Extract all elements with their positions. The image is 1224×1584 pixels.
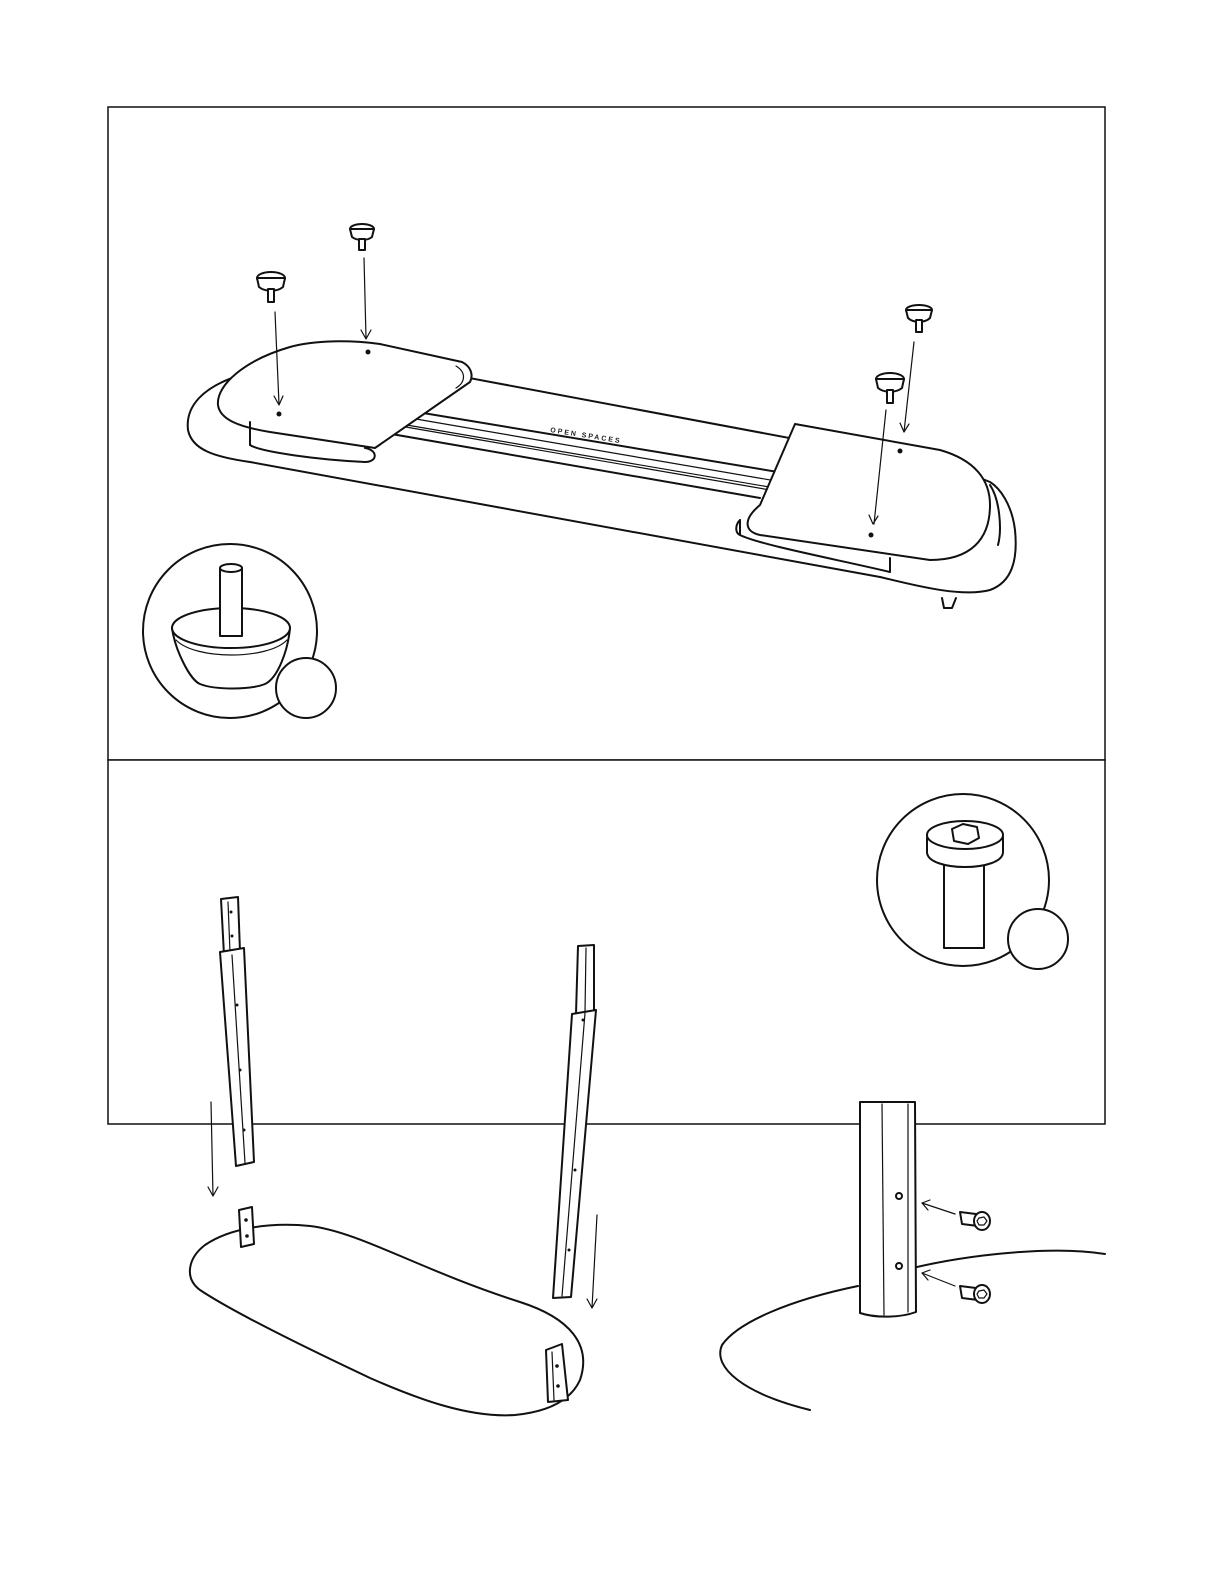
- left-base-bracket: [239, 1207, 254, 1247]
- hole-left-front: [277, 412, 282, 417]
- closeup-leg-hole-lower: [896, 1263, 902, 1269]
- closeup-leg-hole-upper: [896, 1193, 902, 1199]
- base-plate: [190, 1225, 583, 1416]
- hole-right-front: [869, 533, 874, 538]
- glide-stem-tip: [220, 564, 242, 572]
- bolt-detail-circle-small: [1008, 909, 1068, 969]
- detail-circle-small: [276, 658, 336, 718]
- leg-closeup: [720, 1102, 1105, 1410]
- hole-left-back: [366, 350, 371, 355]
- closeup-base-edge-front: [720, 1286, 858, 1410]
- glide-stem: [220, 568, 242, 636]
- bolt-shank: [944, 862, 984, 948]
- bolt-hex-socket: [952, 824, 979, 844]
- embossed-brand-text: OPEN SPACES: [549, 427, 622, 446]
- hex-socket-bolt-upper: [960, 1212, 990, 1230]
- hole-right-back: [898, 449, 903, 454]
- hex-socket-bolt-lower: [960, 1285, 990, 1303]
- panel-2-attach-legs: [108, 760, 1105, 1415]
- panel-1-attach-glides: [108, 107, 1105, 760]
